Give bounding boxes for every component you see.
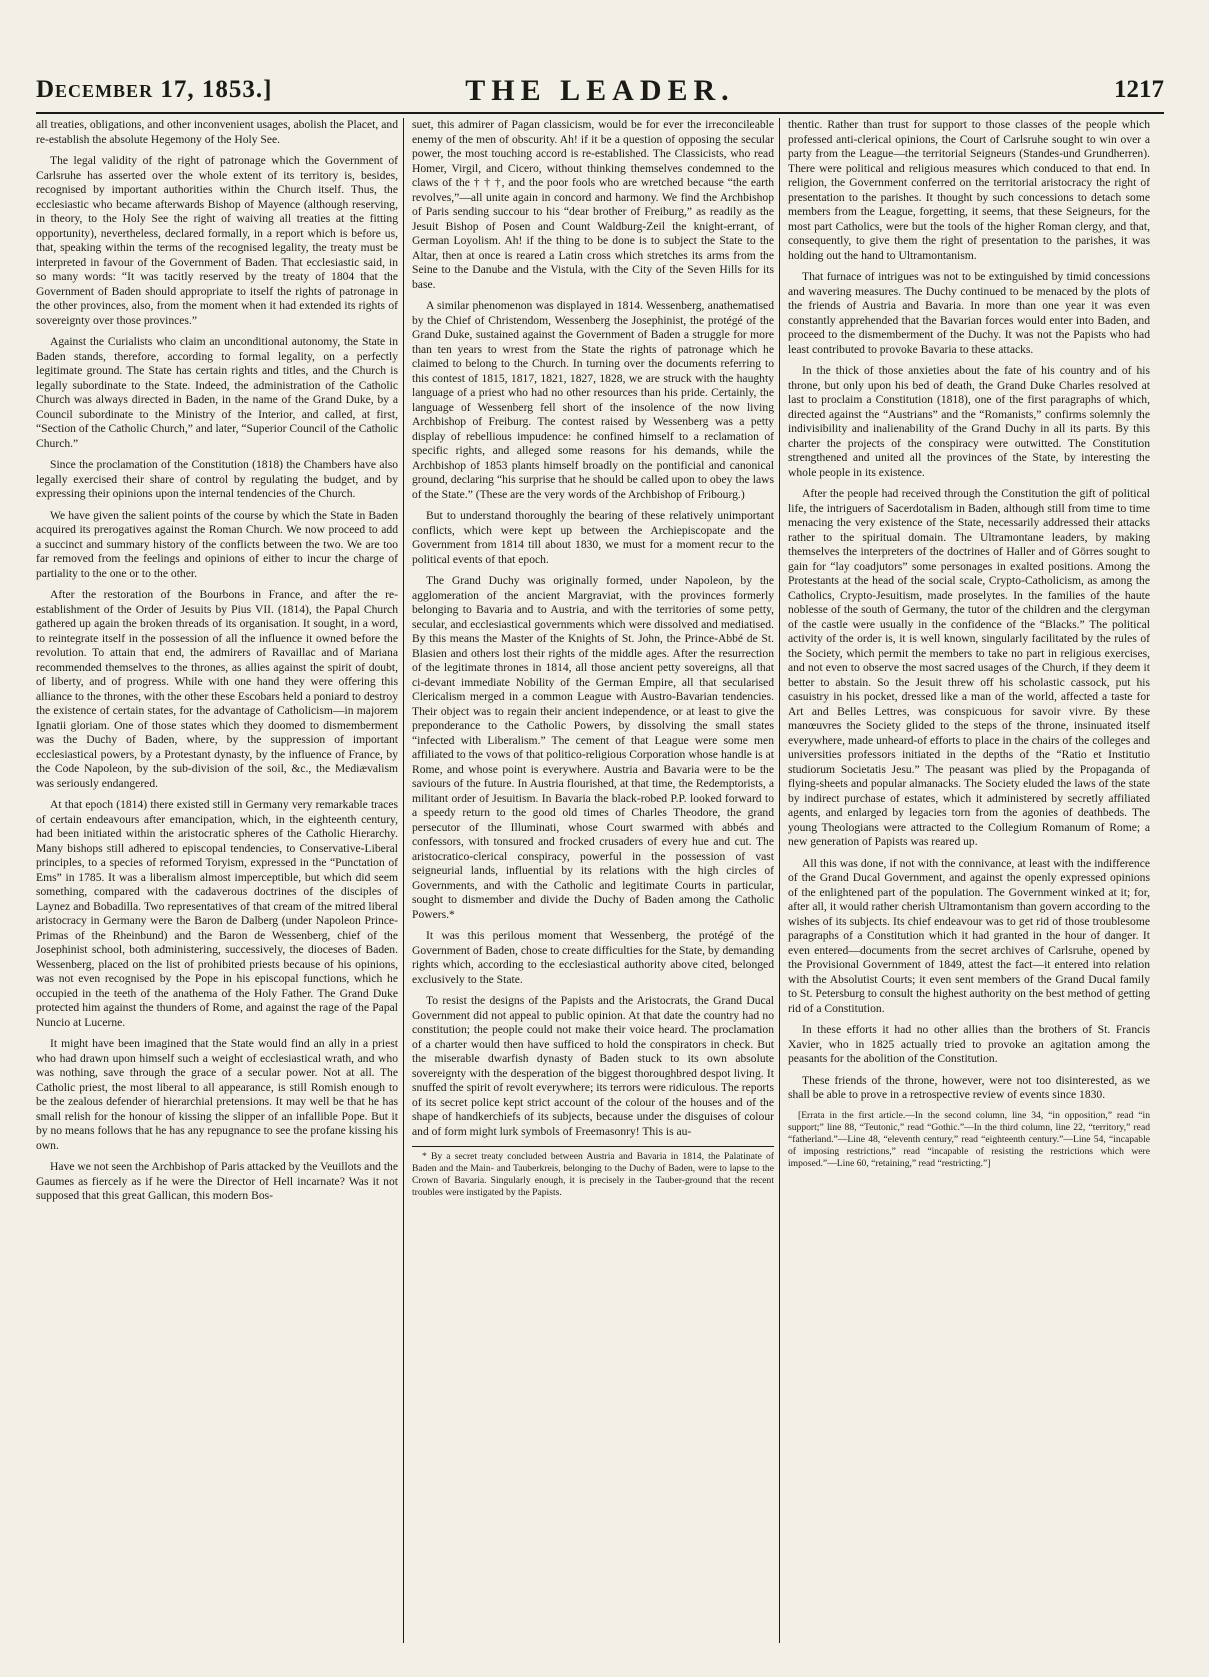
paragraph: We have given the salient points of the course by which the State in Baden acquired its prerogatives against the Roman Church. We now proceed to add a succinct and summary history of the conflicts between the two. We are too far removed from the feelings and opinions of either to incur the charge of partiality to the one or to the other. (36, 508, 398, 580)
errata-note (788, 1110, 1150, 1170)
paragraph: To resist the designs of the Papists and the Aristocrats, the Grand Ducal Government did not appeal to public opinion. At that date the country had no constitution; the people could not make their voice heard. The proclamation of a charter would then have sufficed to hold the conspirators in check. But the miserable dwarfish dynasty of Baden stuck to its own absolute sovereignty with the desperation of the biggest thoroughbred despot living. It snuffed the spirit of revolt everywhere; its terrors were ridiculous. The reports of its secret police kept strict account of the colour of the houses and of the shape of handkerchiefs of its subjects, because under the disguises of colour and of form might lurk symbols of Freemasonry! This is au- (412, 994, 774, 1138)
paragraph: After the restoration of the Bourbons in France, and after the re-establishment of the Order of Jesuits by Pius VII. (1814), the Papal Church gathered up again the broken threads of its organisation. It sought, in a word, to reintegrate itself in the possession of all the influence it owned before the revolution. To attain that end, the admirers of Ravaillac and of Mariana recommended themselves to the thrones, as allies against the spirit of doubt, of liberty, and of progress. While with one hand they were offering this alliance to the thrones, with the other these Escobars held a poniard to destroy the existence of certain states, for the advantage of Catholicism—in majorem Ignatii gloriam. One of those states which they doomed to dismemberment was the Duchy of Baden, where, by the suppression of important ecclesiastical powers, by a Protestant dynasty, by the influence of France, by the Code Napoleon, by the sub-division of the soil, &c., the Mediævalism was seriously endangered. (36, 588, 398, 790)
issue-date: December 17, 1853.] (36, 76, 273, 103)
paragraph: In the thick of those anxieties about the fate of his country and of his throne, but only upon his bed of death, the Grand Duke Charles resolved at last to proclaim a Constitution (1818), one of the first paragraphs of which, directed against the “Austrians” and the “Romanists,” confirms solemnly the indivisibility and inalienability of the Grand Duchy in all its parts. By this charter the projects of the conspiracy were outwitted. The Constitution strengthened and united all the provinces of the State, by interesting the whole people in its existence. (788, 364, 1150, 479)
paragraph: The legal validity of the right of patronage which the Government of Carlsruhe has asserted over the whole extent of its territory is, besides, recognised by important authorities within the Church itself. Thus, the ecclesiastic who became afterwards Bishop of Mayence (although reserving, in theory, to the Holy See the right of waiving all treaties at the fitting opportunity), nevertheless, declared formally, in a report which is before us, that, speaking within the terms of the recognised legality, the treaty must be interpreted in favour of the Government of Baden. That ecclesiastic said, in so many words: “It was tacitly reserved by the treaty of 1804 that the Government of Baden should appropriate to itself the rights of patronage in the other provinces, also, from the moment when it had extended its rights of sovereignty over those provinces.” (36, 154, 398, 327)
paragraph: The Grand Duchy was originally formed, under Napoleon, by the agglomeration of the ancient Margraviat, with the provinces formerly belonging to Bavaria and to Austria, and with the territories of some petty, secular, and ecclesiastical governments which were dissolved and mediatised. By this means the Master of the Knights of St. John, the Prince-Abbé de St. Blasien and others lost their rights of the middle ages. After the resurrection of the legitimate thrones in 1814, all those ancient petty sovereigns, all that ci-devant immediate Nobility of the German Empire, all that secularised Clericalism merged in a common League with Austro-Bavarian tendencies. Their object was to regain their ancient independence, or at least to give the preponderance to the Catholic Powers, by dissolving the small states “infected with Liberalism.” The cement of that League were some men affiliated to the vows of that politico-religious Corporation whose handle is at Rome, and whose point is everywhere. Austria and Bavaria were to be the saviours of the future. In Austria flourished, at that time, the Redemptorists, a militant order of Jesuitism. In Bavaria the black-robed P.P. looked forward to a speedy return to the good old times of Charles Theodore, the grand persecutor of the Illuminati, whose Court swarmed with abbés and confessors, with tonsured and frocked crusaders of every hue and cut. The aristocratico-clerical conspiracy, powerful in the possession of vast seigneurial lands, influential by its relations with the high circles of Governments, and with the Catholic and legitimate Courts in particular, sought to dismember and divide the Duchy of Baden among the Catholic Powers.* (412, 574, 774, 921)
footnote (412, 1146, 774, 1199)
column-divider (403, 118, 404, 1643)
paragraph: That furnace of intrigues was not to be extinguished by timid concessions and wavering measures. The Duchy continued to be menaced by the plots of the friends of Austria and Bavaria. In more than one year it was even constantly apprehended that the Bavarian forces would enter into Baden, and proceed to the dismemberment of the Duchy. It was not the Papists who had least contributed to provoke Bavaria to these attacks. (788, 270, 1150, 356)
paragraph: Against the Curialists who claim an unconditional autonomy, the State in Baden stands, therefore, according to formal legality, on a perfectly legitimate ground. The State has certain rights and titles, and the Church is legally subordinate to the State. Indeed, the administration of the Catholic Church was always directed in Baden, in the name of the Grand Duke, by a Council subordinate to the Ministry of the Interior, and called, at first, “Section of the Catholic Church,” and later, “Superior Council of the Catholic Church.” (36, 335, 398, 450)
text-column-1 (36, 118, 398, 1643)
text-column-3 (788, 118, 1150, 1643)
page-header (36, 72, 1164, 114)
paragraph: In these efforts it had no other allies than the brothers of St. Francis Xavier, who in 1825 actually tried to provoke an agitation among the peasants for the abolition of the Constitution. (788, 1023, 1150, 1065)
paragraph: suet, this admirer of Pagan classicism, would be for ever the irreconcileable enemy of the men of obscurity. Ah! if it be a question of opposing the secular power, the most touching accord is re-established. The Classicists, who read Homer, Virgil, and Cicero, without thinking themselves condemned to the claws of the † † †, and the poor fools who are wretched because “the earth revolves,”—all unite again in concord and harmony. We find the Archbishop of Paris sending succour to his “dear brother of Freiburg,” as readily as the Jesuit Bishop of Posen and Count Waldburg-Zeil the knight-errant, of German Loyolism. Ah! if the thing to be done is to subject the State to the Altar, then at once is reared a Latin cross which stretches its arms from the Seine to the Danube and the Vistula, with the City of the Seven Hills for its base. (412, 118, 774, 291)
text-column-2 (412, 118, 774, 1643)
footnote-text: * By a secret treaty concluded between Austria and Bavaria in 1814, the Palatinate of Baden and the Main- and Tauberkreis, belonging to the Duchy of Baden, were to lapse to the Crown of Bavaria. Singularly enough, it is precisely in the Tauber-ground that the recent troubles were instigated by the Papists. (412, 1151, 774, 1198)
paragraph: thentic. Rather than trust for support to those classes of the people which professed anti-clerical opinions, the Court of Carlsruhe sought to win over a party from the League—the territorial Seigneurs (Standes-und Grundherren). There were political and religious measures which conduced to that end. In religion, the Government conferred on the territorial aristocracy the right of presentation to the parishes. It thought by such concessions to detach some members from the League, forgetting, it seems, that these Seigneurs, for the most part Catholics, were but the tools of the higher Roman clergy, and that, consequently, to give them the right of presentation to the parishes, it was holding out the hand to Ultramontanism. (788, 118, 1150, 262)
paragraph: After the people had received through the Constitution the gift of political life, the intriguers of Sacerdotalism in Baden, although still from time to time menacing the very existence of the State, necessarily addressed their attacks rather to the spiritual domain. The Ultramontane leaders, by making themselves the interpreters of the doctrines of Haller and of Görres sought to gain for “lay coadjutors” some personages in exalted positions. Among the Protestants at the head of the social scale, Crypto-Catholicism, as among the Catholics, Crypto-Jesuitism, made proselytes. In the families of the haute noblesse of the south of Germany, the tutor of the children and the clergyman of the castle were usually in the confidence of the “Blacks.” The political activity of the order is, it is well known, singularly facilitated by the rules of the Society, which permit the members to take no part in religious exercises, and not even to observe the most sacred usages of the Church, if they deem it better to abstain. So the Jesuit threw off his scholastic cassock, put his casuistry in his pocket, dressed like a man of the world, affected a taste for Art and Belles Lettres, was conspicuous for savoir vivre. By these manœuvres the Society glided to the steps of the throne, insinuated itself everywhere, made unheard-of efforts to place in the chairs of the colleges and universities professors initiated in the depths of the “Ratio et Institutio studiorum Societatis Jesu.” The peasant was plied by the Propaganda of flying-sheets and popular almanacks. The Society eluded the laws of the state by indirect purchase of estates, which it administered by secretly affiliated agents, and enlarged by legacies torn from the agonies of deathbeds. The young Theologians were attracted to the Collegium Romanum of Rome; a new generation of Papists was reared up. (788, 487, 1150, 848)
paragraph: At that epoch (1814) there existed still in Germany very remarkable traces of certain endeavours after emancipation, which, in the eighteenth century, had been initiated within the aristocratic spheres of the Catholic Hierarchy. Many bishops still adhered to episcopal tendencies, to Conservative-Liberal principles, to a species of reformed Toryism, expressed in the “Punctation of Ems” in 1785. It was a liberalism almost imperceptible, but which did seem something, compared with the cadaverous doctrines of the disciples of Laynez and Bobadilla. Two representatives of that cream of the mitred liberal aristocracy in Germany were the Baron de Dalberg (under Napoleon Prince-Primas of the Rheinbund) and the Baron de Wessenberg, chief of the Josephinist school, both administering, successively, the dioceses of Baden. Wessenberg, placed on the list of prohibited priests because of his opinions, was not even recognised by the Pope in his episcopal functions, which he occupied in the teeth of the anathema of the Holy Father. The Grand Duke protected him against the thunders of Rome, and against the rage of the Papal Nuncio at Lucerne. (36, 798, 398, 1029)
paragraph: all treaties, obligations, and other inconvenient usages, abolish the Placet, and re-establish the absolute Hegemony of the Holy See. (36, 118, 398, 146)
newspaper-title: THE LEADER. (465, 74, 735, 107)
page-number: 1217 (1114, 76, 1164, 103)
paragraph: Since the proclamation of the Constitution (1818) the Chambers have also legally exercised their share of control by regulating the budget, and by expressing their opinions upon the internal tendencies of the Church. (36, 458, 398, 500)
paragraph: It was this perilous moment that Wessenberg, the protégé of the Government of Baden, chose to create difficulties for the State, by demanding rights which, according to the ecclesiastical authority above cited, belonged exclusively to the State. (412, 929, 774, 986)
errata-text: [Errata in the first article.—In the second column, line 34, “in opposition,” read “in support;” line 88, “Teutonic,” read “Gothic.”—In the third column, line 22, “territory,” read “fatherland.”—Line 48, “eleventh century,” read “eighteenth century.”—Line 54, “incapable of imposing restrictions,” read “incapable of resisting the restrictions which were imposed.”—Line 60, “retaining,” read “restricting.”] (788, 1109, 1150, 1169)
paragraph: Have we not seen the Archbishop of Paris attacked by the Veuillots and the Gaumes as fiercely as if he were the Director of Hell incarnate? Was it not supposed that this great Gallican, this modern Bos- (36, 1160, 398, 1202)
paragraph: These friends of the throne, however, were not too disinterested, as we shall be able to prove in a retrospective review of events since 1830. (788, 1073, 1150, 1101)
paragraph: But to understand thoroughly the bearing of these relatively unimportant conflicts, which were kept up between the Archiepiscopate and the Government from 1814 till about 1830, we must for a moment recur to the political events of that epoch. (412, 509, 774, 566)
paragraph: All this was done, if not with the connivance, at least with the indifference of the Grand Ducal Government, and against the openly expressed opinions of the enlightened part of the population. The Government winked at it; for, after all, it would rather cherish Ultramontanism than govern according to the wishes of its subjects. Its chief endeavour was to get rid of those troublesome paragraphs of a Constitution which it had granted in the hour of danger. It even entered—documents from the secret archives of Carlsruhe, opened by the Provisional Government of 1849, attest the fact—it entered into relation with the Absolutist Courts; it even sent members of the Grand Ducal family to St. Petersburg to consult the highest authority on the best method of getting rid of a Constitution. (788, 856, 1150, 1015)
paragraph: A similar phenomenon was displayed in 1814. Wessenberg, anathematised by the Chief of Christendom, Wessenberg the Josephinist, the protégé of the Grand Duke, sustained against the Government of Baden a struggle for more than ten years to wrest from the State the rights of patronage which he claimed to belong to the Church. In turning over the documents referring to this contest of 1815, 1817, 1821, 1827, 1828, we are struck with the haughty language of a priest who had no other resources than his pride. Certainly, the language of Wessenberg fell short of the insolence of the now living Archbishop of Freiburg. The contest raised by Wessenberg was a petty display of rebellious impudence: he confined himself to a reclamation of specific rights, and alleged some reasons for his demands, while the Archbishop of 1853 plants himself broadly on the pontificial and canonical ground, declaring “his surprise that he should be called upon to obey the laws of the State.” (These are the very words of the Archbishop of Fribourg.) (412, 299, 774, 501)
paragraph: It might have been imagined that the State would find an ally in a priest who had drawn upon himself such a weight of ecclesiastical wrath, and who was nothing, save through the grace of a secular power. Not at all. The Catholic priest, the most liberal to all appearance, is still Romish enough to be the zealous defender of hierarchial pretensions. It may well be that he has small relish for the honour of kissing the slipper of an infallible Pope. But it by no means follows that he has any repugnance to see the profane kissing his own. (36, 1037, 398, 1152)
column-divider (779, 118, 780, 1643)
